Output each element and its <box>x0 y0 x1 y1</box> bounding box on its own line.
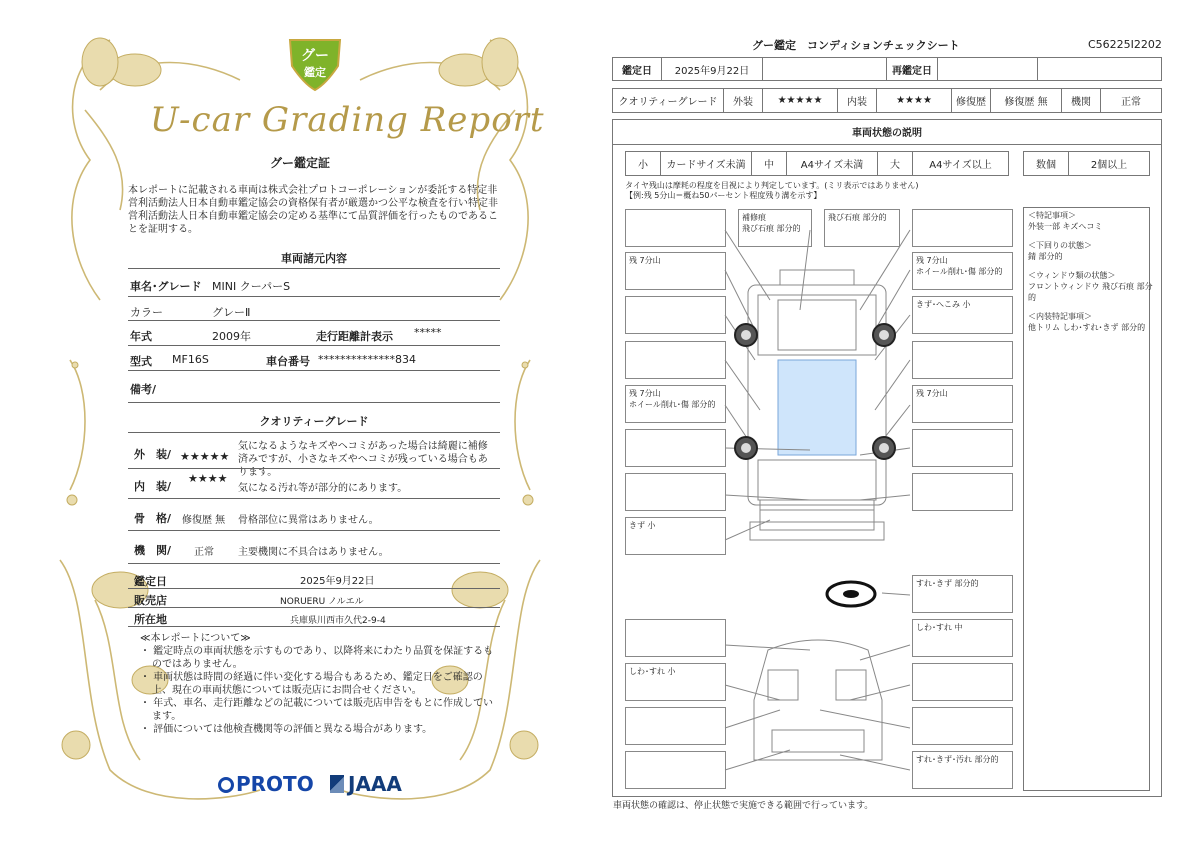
repair-label: 修復歴 <box>951 88 991 113</box>
proto-mark-icon <box>218 777 234 793</box>
damage-box: 残 7分山 ホイール削れ･傷 部分的 <box>912 252 1013 290</box>
damage-box: 残 7分山 <box>912 385 1013 423</box>
goo-grading-badge <box>286 34 344 92</box>
frame-desc: 骨格部位に異常はありません。 <box>238 515 379 526</box>
size-s-desc: カードサイズ未満 <box>660 151 752 176</box>
damage-box <box>912 209 1013 247</box>
sheet-title: グー鑑定 コンディションチェックシート <box>752 39 960 52</box>
damage-box <box>625 429 726 467</box>
jaaa-mark-icon <box>330 775 344 793</box>
count-label: 数個 <box>1023 151 1069 176</box>
divider <box>128 468 500 469</box>
count-desc: 2個以上 <box>1068 151 1150 176</box>
mileage-label: 走行距離計表示 <box>316 330 393 343</box>
divider <box>128 402 500 403</box>
damage-box <box>912 663 1013 701</box>
quality-heading: クオリティーグレード <box>259 415 369 428</box>
reinspect-value <box>937 57 1038 81</box>
shop-label: 販売店 <box>134 594 167 607</box>
window-title: ＜ウィンドウ類の状態＞ <box>1028 271 1116 280</box>
date-value: 2025年9月22日 <box>300 576 375 587</box>
report-notes <box>140 632 495 736</box>
divider <box>128 432 500 433</box>
notes-title: ≪本レポートについて≫ <box>140 633 251 644</box>
note-item: ・ 鑑定時点の車両状態を示すものであり、以降将来にわたり品質を保証するものではありません。 <box>140 646 494 670</box>
damage-box: 補修痕 飛び石痕 部分的 <box>738 209 812 247</box>
divider <box>128 626 500 627</box>
interior-label: 内 装/ <box>134 480 172 493</box>
window-value: フロントウィンドウ 飛び石痕 部分的 <box>1028 282 1153 302</box>
chassis-value: **************834 <box>318 353 416 366</box>
divider <box>128 498 500 499</box>
damage-box: しわ･すれ 中 <box>912 619 1013 657</box>
frame-label: 骨 格/ <box>134 512 172 525</box>
divider <box>128 296 500 297</box>
interior-desc: 気になる汚れ等が部分的にあります。 <box>238 483 408 494</box>
empty-cell <box>1037 57 1162 81</box>
divider <box>128 563 500 564</box>
footer-note: 車両状態の確認は、停止状態で実施できる範囲で行っています。 <box>613 801 874 811</box>
engine-label: 機 関/ <box>134 544 172 557</box>
note-item: ・ 年式、車名、走行距離などの記載については販売店申告をもとに作成しています。 <box>140 698 493 722</box>
damage-box <box>625 296 726 334</box>
model-value: MF16S <box>172 353 209 366</box>
year-value: 2009年 <box>212 330 251 343</box>
address-label: 所在地 <box>134 613 167 626</box>
reinspect-label: 再鑑定日 <box>886 57 938 81</box>
damage-box <box>625 473 726 511</box>
features-list <box>1028 210 1156 333</box>
damage-box <box>625 751 726 789</box>
name-value: MINI クーパーS <box>212 280 291 293</box>
under-title: ＜下回りの状態＞ <box>1028 241 1092 250</box>
damage-box <box>912 707 1013 745</box>
size-m-desc: A4サイズ未満 <box>786 151 878 176</box>
exterior-desc: 気になるようなキズやヘコミがあった場合は綺麗に補修済みですが、小さなキズやヘコミが残っている場合もあります。 <box>238 441 488 478</box>
intro-text: 本レポートに記載される車両は株式会社プロトコーポレーションが委託する特定非営利活動法人日本自動車鑑定協会の資格保有者が厳選かつ公平な検査を行い特定非営利活動法人日本自動車鑑定協会の定める基準にて品質評価を行ったものであることを証明する。 <box>128 185 498 235</box>
engine-label: 機関 <box>1061 88 1101 113</box>
special-value: 外装一部 キズヘコミ <box>1028 222 1103 231</box>
divider <box>128 607 500 608</box>
year-label: 年式 <box>130 330 152 343</box>
document-id: C56225I2202 <box>1088 38 1162 51</box>
certificate-title: グー鑑定証 <box>269 156 330 170</box>
ext-value: ★★★★★ <box>762 88 838 113</box>
damage-box: すれ･きず･汚れ 部分的 <box>912 751 1013 789</box>
note-item: ・ 車両状態は時間の経過に伴い変化する場合もあるため、鑑定日をご確認の上、現在の車両状態については販売店にお問合せください。 <box>140 672 483 696</box>
date-value: 2025年9月22日 <box>661 57 763 81</box>
spec-heading: 車両諸元内容 <box>281 252 347 265</box>
damage-box <box>912 341 1013 379</box>
quality-label: クオリティーグレード <box>612 88 724 113</box>
color-label: カラー <box>130 306 163 319</box>
report-script-title: U-car Grading Report <box>150 100 545 140</box>
size-s: 小 <box>625 151 661 176</box>
damage-box: きず 小 <box>625 517 726 555</box>
svg-text:鑑定: 鑑定 <box>304 66 326 79</box>
damage-box: 飛び石痕 部分的 <box>824 209 900 247</box>
exterior-stars: ★★★★★ <box>180 450 230 463</box>
damage-box: すれ･きず 部分的 <box>912 575 1013 613</box>
damage-box: 残 7分山 <box>625 252 726 290</box>
chassis-label: 車台番号 <box>266 355 310 368</box>
divider <box>128 370 500 371</box>
divider <box>128 530 500 531</box>
damage-box: きず･へこみ 小 <box>912 296 1013 334</box>
interior-value: 他トリム しわ･すれ･きず 部分的 <box>1028 323 1146 332</box>
size-l: 大 <box>877 151 913 176</box>
color-value: グレーⅡ <box>212 306 251 319</box>
ext-label: 外装 <box>723 88 763 113</box>
engine-value: 正常 <box>194 547 214 558</box>
name-label: 車名･グレード <box>130 280 202 293</box>
size-l-desc: A4サイズ以上 <box>912 151 1009 176</box>
int-label: 内装 <box>837 88 877 113</box>
interior-stars: ★★★★ <box>188 472 228 485</box>
int-value: ★★★★ <box>876 88 952 113</box>
model-label: 型式 <box>130 355 152 368</box>
damage-box <box>912 473 1013 511</box>
frame-value: 修復歴 無 <box>182 515 226 526</box>
damage-box <box>625 619 726 657</box>
proto-logo: PROTO <box>218 772 314 796</box>
divider <box>128 345 500 346</box>
exterior-label: 外 装/ <box>134 448 172 461</box>
tire-example: 【例:残 5分山＝概ね50パーセント程度残り溝を示す】 <box>625 191 822 200</box>
special-title: ＜特記事項＞ <box>1028 211 1076 220</box>
note-item: ・ 評価については他検査機関等の評価と異なる場合があります。 <box>140 724 433 735</box>
damage-box <box>912 429 1013 467</box>
damage-box <box>625 707 726 745</box>
address-value: 兵庫県川西市久代2-9-4 <box>290 616 386 626</box>
mileage-value: ***** <box>414 326 442 339</box>
interior-title: ＜内装特記事項＞ <box>1028 312 1092 321</box>
date-label: 鑑定日 <box>612 57 662 81</box>
divider <box>128 588 500 589</box>
engine-desc: 主要機関に不具合はありません。 <box>238 547 389 558</box>
date-label: 鑑定日 <box>134 575 167 588</box>
divider <box>128 268 500 269</box>
under-value: 錆 部分的 <box>1028 252 1063 261</box>
remarks-label: 備考/ <box>130 383 157 396</box>
damage-box: 残 7分山 ホイール削れ･傷 部分的 <box>625 385 726 423</box>
tire-note: タイヤ残山は摩耗の程度を目視により判定しています。(ミリ表示ではありません) <box>625 181 919 190</box>
damage-box <box>625 209 726 247</box>
engine-value: 正常 <box>1100 88 1162 113</box>
svg-text:グー: グー <box>301 48 329 64</box>
empty-cell <box>762 57 887 81</box>
jaaa-logo: JAAA <box>330 772 402 796</box>
shop-value: NORUERU ノルエル <box>280 597 364 607</box>
divider <box>128 320 500 321</box>
damage-box <box>625 341 726 379</box>
size-m: 中 <box>751 151 787 176</box>
repair-value: 修復歴 無 <box>990 88 1062 113</box>
section-title: 車両状態の説明 <box>612 119 1162 145</box>
damage-box: しわ･すれ 小 <box>625 663 726 701</box>
